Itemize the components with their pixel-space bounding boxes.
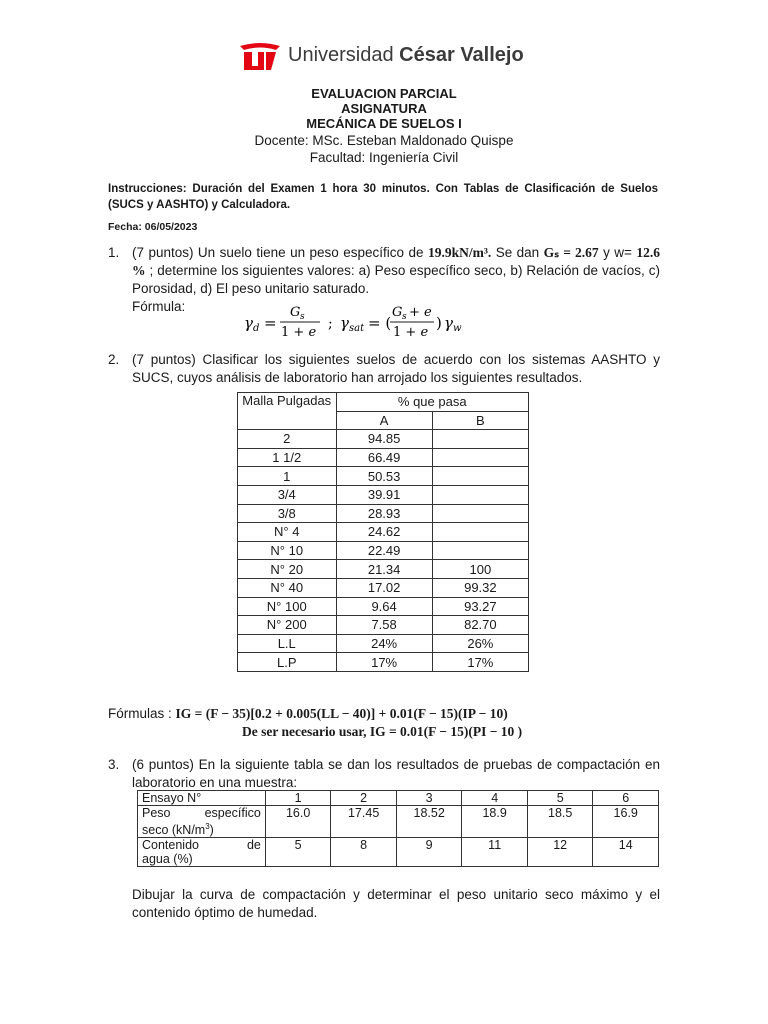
table-row bbox=[238, 634, 529, 653]
q3-number: 3. bbox=[108, 757, 120, 772]
svg-text:1 + e: 1 + e bbox=[393, 325, 429, 340]
agua-label: Contenido de agua (%) bbox=[138, 838, 266, 867]
peso-value-cell: 17.45 bbox=[331, 806, 397, 838]
pass-a-cell: 21.34 bbox=[336, 560, 432, 579]
formula-ig: IG = (F − 35)[0.2 + 0.005(LL − 40)] + 0.01(F − 15)(IP − 10) bbox=[175, 706, 508, 721]
sieve-size-cell: N° 40 bbox=[238, 578, 337, 597]
sieve-table bbox=[237, 392, 529, 672]
peso-row bbox=[138, 806, 659, 838]
pass-a-cell: 94.85 bbox=[336, 430, 432, 449]
pass-a-cell: 22.49 bbox=[336, 541, 432, 560]
pass-a-cell: 17% bbox=[336, 653, 432, 672]
sieve-size-cell: N° 100 bbox=[238, 597, 337, 616]
table-row bbox=[238, 504, 529, 523]
subject-label: ASIGNATURA bbox=[341, 101, 427, 116]
svg-text:1 + e: 1 + e bbox=[281, 325, 317, 340]
svg-text:): ) bbox=[436, 314, 442, 332]
ensayo-number-cell: 3 bbox=[396, 791, 462, 806]
agua-value-cell: 9 bbox=[396, 838, 462, 867]
pass-a-cell: 9.64 bbox=[336, 597, 432, 616]
peso-value-cell: 18.52 bbox=[396, 806, 462, 838]
formula-ig-alt: De ser necesario usar, IG = 0.01(F − 15)(PI − 10 ) bbox=[242, 724, 523, 739]
table-row bbox=[238, 597, 529, 616]
docente-line: Docente: MSc. Esteban Maldonado Quispe bbox=[254, 133, 514, 148]
agua-value-cell: 8 bbox=[331, 838, 397, 867]
pass-a-cell: 39.91 bbox=[336, 485, 432, 504]
ensayo-number-cell: 6 bbox=[593, 791, 659, 806]
exam-date: Fecha: 06/05/2023 bbox=[108, 221, 198, 233]
q1-text: (7 puntos) Un suelo tiene un peso específico de 19.9kN/m³. Se dan Gₛ = 2.67 y w= 12.6 % ; determine los siguientes valores: a) Peso específico seco, b) Relación de vacíos, c) Porosidad, d) El peso unitario saturado. bbox=[132, 245, 660, 296]
pass-b-cell bbox=[432, 430, 528, 449]
svg-text:γ: γ bbox=[244, 314, 253, 332]
q1-number: 1. bbox=[108, 245, 120, 260]
pass-b-cell bbox=[432, 448, 528, 467]
table-row bbox=[238, 430, 529, 449]
svg-text:γ: γ bbox=[444, 314, 453, 332]
exam-title: EVALUACION PARCIAL bbox=[311, 86, 457, 101]
peso-value-cell: 18.9 bbox=[462, 806, 528, 838]
pass-b-cell: 93.27 bbox=[432, 597, 528, 616]
pass-a-cell: 50.53 bbox=[336, 467, 432, 486]
instructions: Instrucciones: Duración del Examen 1 hora 30 minutos. Con Tablas de Clasificación de Suelos (SUCS y AASHTO) y Calculadora. bbox=[108, 183, 658, 211]
svg-text:G: G bbox=[392, 305, 403, 320]
table-row bbox=[238, 467, 529, 486]
pass-a-cell: 66.49 bbox=[336, 448, 432, 467]
svg-text:γ: γ bbox=[340, 314, 349, 332]
header-a: A bbox=[336, 411, 432, 430]
ensayo-number-cell: 5 bbox=[527, 791, 593, 806]
sieve-size-cell: N° 200 bbox=[238, 616, 337, 635]
q3-text: (6 puntos) En la siguiente tabla se dan los resultados de pruebas de compactación en laboratorio en una muestra: bbox=[132, 757, 660, 790]
header-malla: Malla Pulgadas bbox=[238, 393, 337, 430]
pass-b-cell: 99.32 bbox=[432, 578, 528, 597]
university-name: Universidad César Vallejo bbox=[288, 44, 524, 66]
pass-a-cell: 24% bbox=[336, 634, 432, 653]
sieve-size-cell: L.L bbox=[238, 634, 337, 653]
table-row bbox=[238, 578, 529, 597]
ensayo-label: Ensayo N° bbox=[138, 791, 266, 806]
table-row bbox=[238, 616, 529, 635]
table-header-row bbox=[238, 393, 529, 412]
ensayo-row bbox=[138, 791, 659, 806]
svg-text:d: d bbox=[253, 323, 260, 334]
sieve-size-cell: 3/4 bbox=[238, 485, 337, 504]
sieve-size-cell: 1 bbox=[238, 467, 337, 486]
peso-value-cell: 18.5 bbox=[527, 806, 593, 838]
pass-b-cell bbox=[432, 485, 528, 504]
q2-text: (7 puntos) Clasificar los siguientes suelos de acuerdo con los sistemas AASHTO y SUCS, cuyos análisis de laboratorio han arrojado los siguientes resultados. bbox=[132, 352, 660, 385]
peso-value-cell: 16.0 bbox=[265, 806, 331, 838]
svg-text:sat: sat bbox=[349, 323, 365, 334]
pass-b-cell: 82.70 bbox=[432, 616, 528, 635]
q1-formula-label: Fórmula: bbox=[132, 299, 186, 314]
svg-text:+ e: + e bbox=[409, 305, 432, 320]
svg-text:s: s bbox=[402, 312, 407, 322]
ensayo-number-cell: 4 bbox=[462, 791, 528, 806]
agua-value-cell: 5 bbox=[265, 838, 331, 867]
pass-b-cell: 26% bbox=[432, 634, 528, 653]
table-row bbox=[238, 485, 529, 504]
sieve-size-cell: 1 1/2 bbox=[238, 448, 337, 467]
pass-b-cell: 17% bbox=[432, 653, 528, 672]
svg-text:;: ; bbox=[328, 316, 333, 332]
pass-a-cell: 7.58 bbox=[336, 616, 432, 635]
ensayo-number-cell: 2 bbox=[331, 791, 397, 806]
pass-a-cell: 24.62 bbox=[336, 523, 432, 542]
svg-text:= (: = ( bbox=[368, 314, 392, 332]
q3-closing: Dibujar la curva de compactación y determinar el peso unitario seco máximo y el contenido óptimo de humedad. bbox=[132, 887, 660, 920]
q2-number: 2. bbox=[108, 352, 120, 367]
pass-b-cell: 100 bbox=[432, 560, 528, 579]
table-row bbox=[238, 541, 529, 560]
compaction-table bbox=[137, 790, 659, 867]
pass-b-cell bbox=[432, 504, 528, 523]
pass-b-cell bbox=[432, 523, 528, 542]
formulas-label: Fórmulas : bbox=[108, 706, 176, 721]
sieve-size-cell: N° 4 bbox=[238, 523, 337, 542]
q2-formulas bbox=[108, 705, 508, 723]
university-emblem-icon bbox=[238, 40, 282, 74]
table-row bbox=[238, 448, 529, 467]
agua-value-cell: 12 bbox=[527, 838, 593, 867]
pass-b-cell bbox=[432, 467, 528, 486]
peso-label: Peso específico seco $(kN/m^3)$ bbox=[138, 806, 266, 838]
sieve-size-cell: N° 20 bbox=[238, 560, 337, 579]
pass-a-cell: 28.93 bbox=[336, 504, 432, 523]
agua-value-cell: 14 bbox=[593, 838, 659, 867]
svg-text:w: w bbox=[453, 323, 462, 334]
sieve-size-cell: N° 10 bbox=[238, 541, 337, 560]
pass-b-cell bbox=[432, 541, 528, 560]
svg-text:s: s bbox=[300, 312, 305, 322]
pass-a-cell: 17.02 bbox=[336, 578, 432, 597]
ensayo-number-cell: 1 bbox=[265, 791, 331, 806]
table-row bbox=[238, 653, 529, 672]
sieve-size-cell: 3/8 bbox=[238, 504, 337, 523]
header-pasa: % que pasa bbox=[336, 393, 529, 412]
course-name: MECÁNICA DE SUELOS I bbox=[306, 116, 462, 131]
svg-text:=: = bbox=[264, 314, 277, 332]
agua-row bbox=[138, 838, 659, 867]
sieve-size-cell: 2 bbox=[238, 430, 337, 449]
peso-value-cell: 16.9 bbox=[593, 806, 659, 838]
q1-formula bbox=[244, 302, 474, 345]
table-row bbox=[238, 523, 529, 542]
table-row bbox=[238, 560, 529, 579]
sieve-size-cell: L.P bbox=[238, 653, 337, 672]
svg-text:G: G bbox=[290, 305, 301, 320]
facultad-line: Facultad: Ingeniería Civil bbox=[309, 150, 459, 165]
header-b: B bbox=[432, 411, 528, 430]
agua-value-cell: 11 bbox=[462, 838, 528, 867]
